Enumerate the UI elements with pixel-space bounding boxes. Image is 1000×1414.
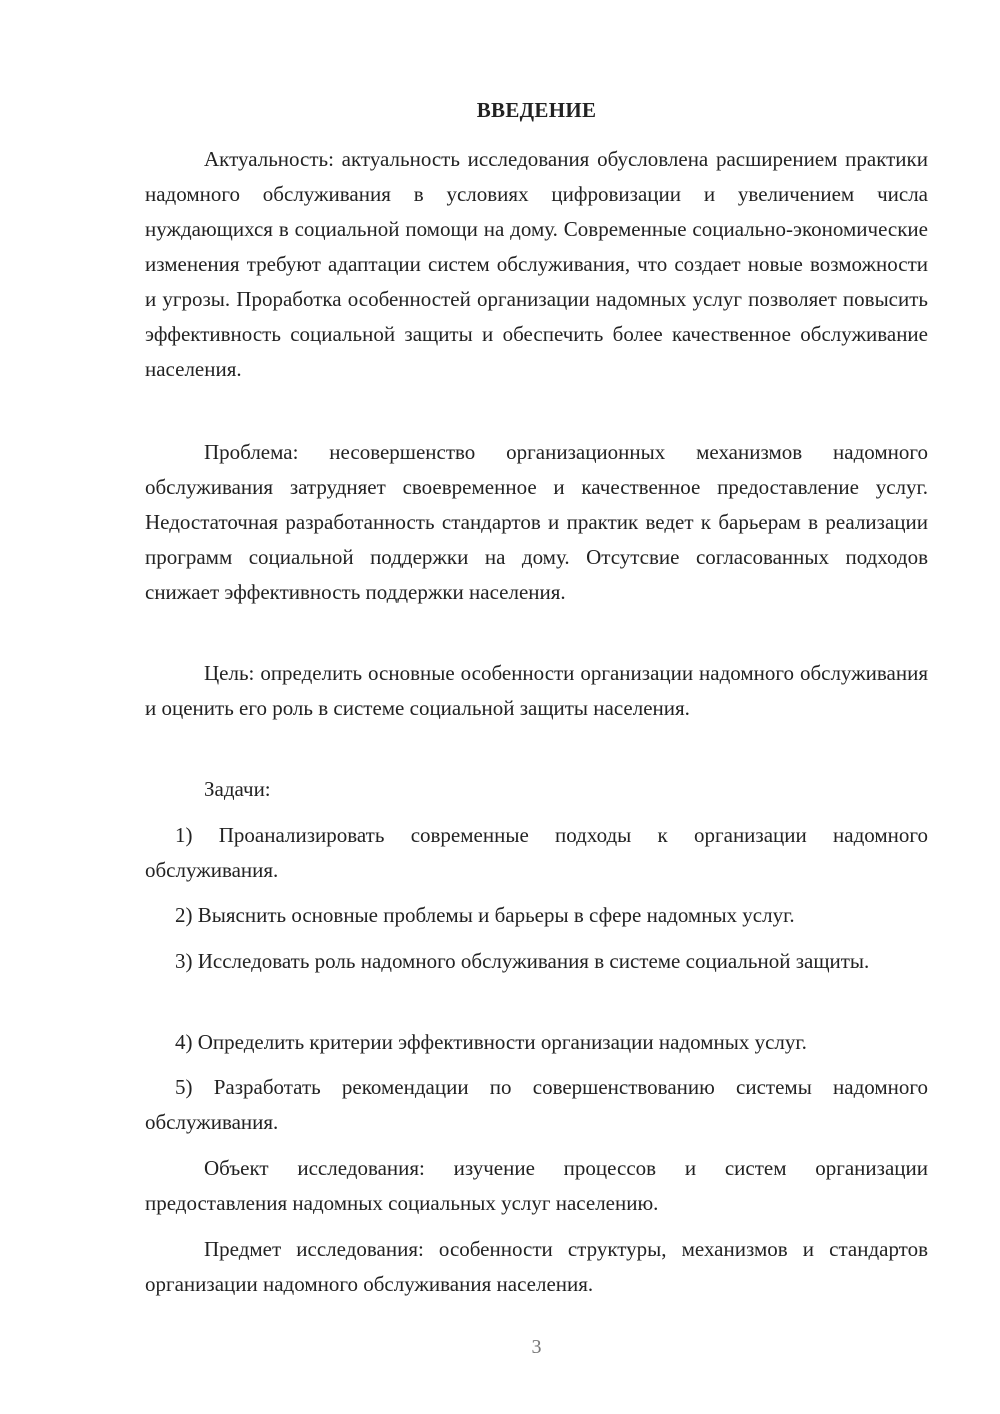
subject-paragraph: Предмет исследования: особенности структуры, механизмов и стандартов организации надомного обслуживания населения. (145, 1237, 928, 1296)
object-paragraph: Объект исследования: изучение процессов и систем организации предоставления надомных социальных услуг населению. (145, 1156, 928, 1215)
section-title: ВВЕДЕНИЕ (476, 98, 597, 122)
task-item-3: 3) Исследовать роль надомного обслуживания в системе социальной защиты. (175, 949, 870, 973)
task-item-5: 5) Разработать рекомендации по совершенствованию системы надомного обслуживания. (145, 1075, 928, 1134)
task-item-1: 1) Проанализировать современные подходы к организации надомного обслуживания. (145, 823, 928, 882)
document-page (145, 0, 928, 1414)
task-item-2: 2) Выяснить основные проблемы и барьеры в сфере надомных услуг. (175, 903, 795, 927)
relevance-paragraph: Актуальность: актуальность исследования обусловлена расширением практики надомного обслуживания в условиях цифровизации и увеличением числа нуждающихся в социальной помощи на дому. Современные социально-экономические изменения требуют адаптации систем обслуживания, что создает новые возможности и угрозы. Проработка особенностей организации надомных услуг позволяет повысить эффективность социальной защиты и обеспечить более качественное обслуживание населения. (145, 147, 928, 381)
tasks-heading: Задачи: (204, 777, 271, 801)
page-number: 3 (531, 1336, 542, 1358)
problem-paragraph: Проблема: несовершенство организационных механизмов надомного обслуживания затрудняет своевременное и качественное предоставление услуг. Недостаточная разработанность стандартов и практик ведет к барьерам в реализации программ социальной поддержки на дому. Отсутсвие согласованных подходов снижает эффективность поддержки населения. (145, 440, 928, 604)
goal-paragraph: Цель: определить основные особенности организации надомного обслуживания и оценить его роль в системе социальной защиты населения. (145, 661, 928, 720)
task-item-4: 4) Определить критерии эффективности организации надомных услуг. (175, 1030, 807, 1054)
